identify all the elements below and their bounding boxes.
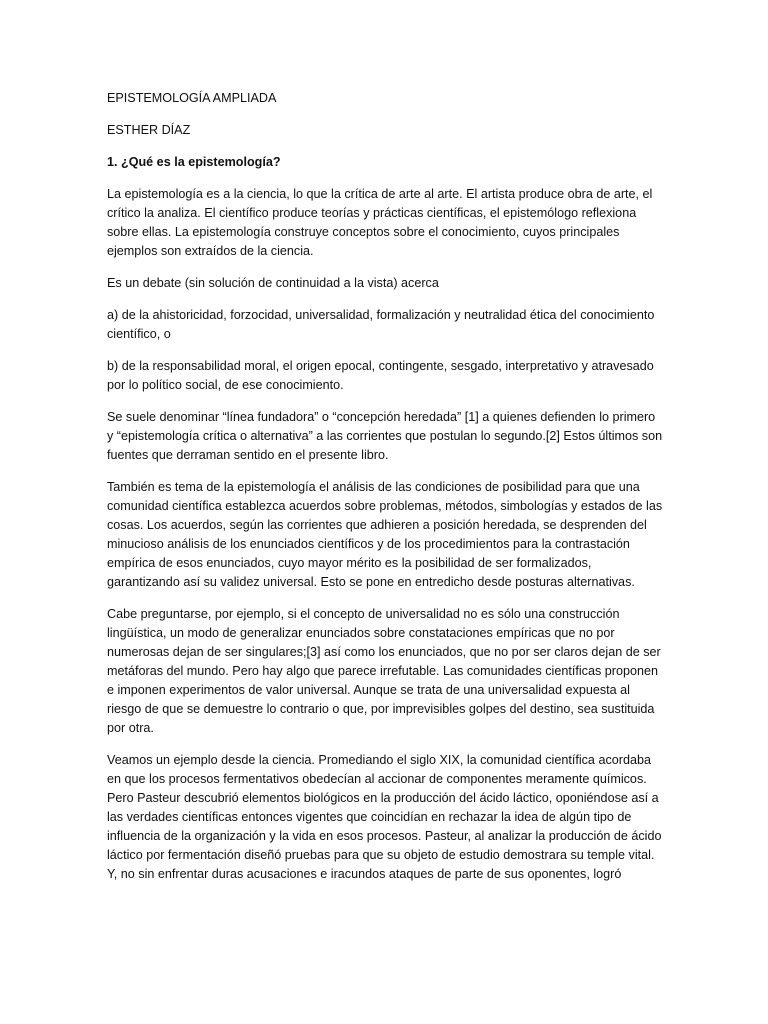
paragraph: La epistemología es a la ciencia, lo que la crítica de arte al arte. El artista produce obra de arte, el crítico la analiza. El científico produce teorías y prácticas científicas, el epistemólogo reflexiona sobre ellas. La epistemología construye conceptos sobre el conocimiento, cuyos principales ejemplos son extraídos de la ciencia. bbox=[107, 187, 653, 258]
paragraph: Veamos un ejemplo desde la ciencia. Promediando el siglo XIX, la comunidad científica acordaba en que los procesos fermentativos obedecían al accionar de componentes meramente químicos. Pero Pasteur descubrió elementos biológicos en la producción del ácido láctico, oponiéndose así a las verdades científicas entonces vigentes que coincidían en rechazar la idea de algún tipo de influencia de la organización y la vida en esos procesos. Pasteur, al analizar la producción de ácido láctico por fermentación diseñó pruebas para que su objeto de estudio demostrara su temple vital. Y, no sin enfrentar duras acusaciones e iracundos ataques de parte de sus oponentes, logró bbox=[107, 753, 662, 881]
paragraph: Se suele denominar “línea fundadora” o “concepción heredada” [1] a quienes defienden lo primero y “epistemología crítica o alternativa” a las corrientes que postulan lo segundo.[2] Estos últimos son fuentes que derraman sentido en el presente libro. bbox=[107, 410, 663, 462]
document-title: EPISTEMOLOGÍA AMPLIADA bbox=[107, 91, 277, 105]
document-body bbox=[107, 89, 663, 897]
paragraph: También es tema de la epistemología el análisis de las condiciones de posibilidad para que una comunidad científica establezca acuerdos sobre problemas, métodos, simbologías y estados de las cosas. Los acuerdos, según las corrientes que adhieren a posición heredada, se desprenden del minucioso análisis de los enunciados científicos y de los procedimientos para la contrastación empírica de esos enunciados, cuyo mayor mérito es la posibilidad de ser formalizados, garantizando así su validez universal. Esto se pone en entredicho desde posturas alternativas. bbox=[107, 480, 663, 589]
paragraph: b) de la responsabilidad moral, el origen epocal, contingente, sesgado, interpretativo y atravesado por lo político social, de ese conocimiento. bbox=[107, 359, 654, 392]
paragraph: Cabe preguntarse, por ejemplo, si el concepto de universalidad no es sólo una construcción lingüística, un modo de generalizar enunciados sobre constataciones empíricas que no por numerosas dejan de ser singulares;[3] así como los enunciados, que no por ser claros dejan de ser metáforas del mundo. Pero hay algo que parece irrefutable. Las comunidades científicas proponen e imponen experimentos de valor universal. Aunque se trata de una universalidad expuesta al riesgo de que se demuestre lo contrario o que, por imprevisibles golpes del destino, sea sustituida por otra. bbox=[107, 607, 661, 735]
paragraph: Es un debate (sin solución de continuidad a la vista) acerca bbox=[107, 276, 439, 290]
paragraph: a) de la ahistoricidad, forzocidad, universalidad, formalización y neutralidad ética del conocimiento científico, o bbox=[107, 308, 655, 341]
document-author: ESTHER DÍAZ bbox=[107, 123, 191, 137]
section-heading: 1. ¿Qué es la epistemología? bbox=[107, 155, 281, 169]
